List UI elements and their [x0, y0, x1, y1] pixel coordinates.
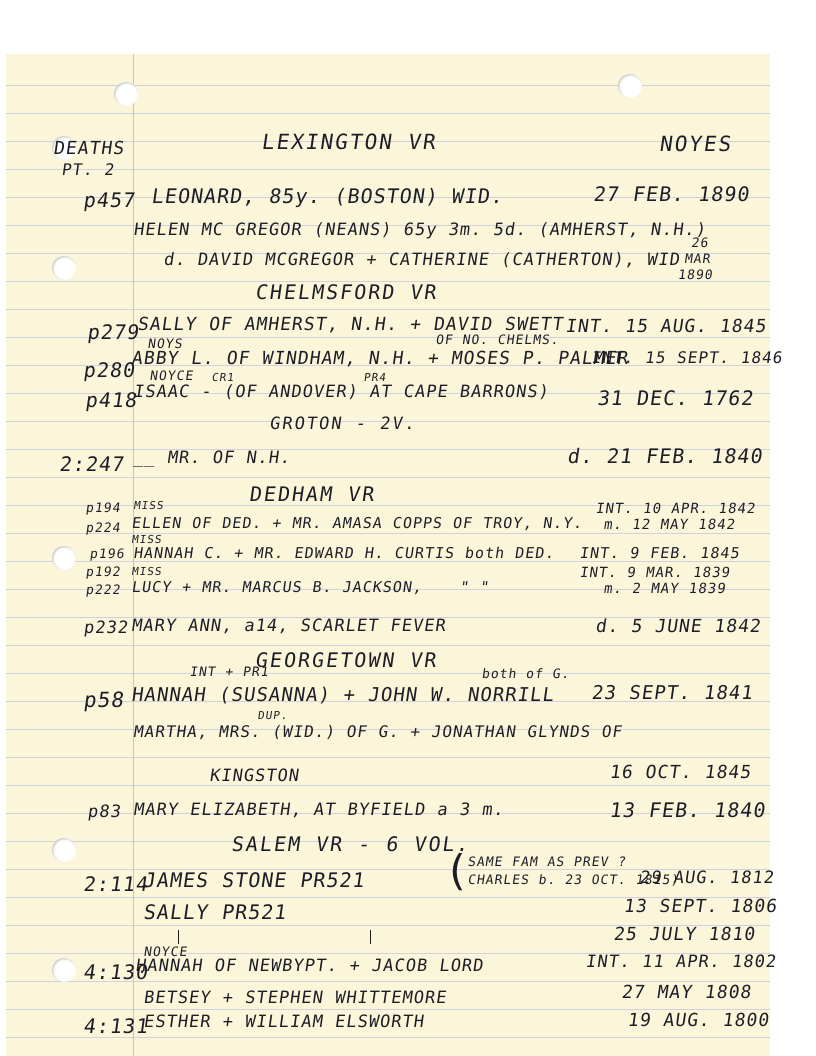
surname-label: NOYES — [658, 132, 735, 156]
entry-date: d. 5 JUNE 1842 — [594, 616, 764, 637]
source-heading: GROTON - 2V. — [268, 414, 419, 434]
entry-ref: 2:114 — [82, 872, 151, 896]
entry-date: INT. 9 FEB. 1845 — [578, 544, 742, 562]
entry-text: JAMES STONE PR521 — [142, 868, 368, 892]
entry-annotation: OF NO. CHELMS. — [434, 333, 561, 348]
bracket-open: ( — [444, 846, 471, 895]
entry-text: MARY ANN, a14, SCARLET FEVER — [130, 616, 449, 636]
entry-annotation: DUP. — [257, 709, 290, 722]
ditto-tick — [370, 930, 371, 944]
entry-text: HELEN MC GREGOR (NEANS) 65y 3m. 5d. (AMHERST, N.H.) — [132, 220, 709, 240]
entry-ref: p83 — [86, 802, 124, 822]
entry-text: ELLEN OF DED. + MR. AMASA COPPS OF TROY, N.Y. — [130, 514, 585, 532]
entry-annotation: MISS — [131, 565, 164, 578]
entry-annotation: INT + PR1 — [188, 665, 271, 680]
entry-ref: p194 — [84, 501, 123, 516]
entry-date: 13 SEPT. 1806 — [622, 896, 780, 917]
entry-annotation: both of G. — [480, 667, 572, 682]
entry-ref: 2:247 — [58, 452, 127, 476]
entry-ref: p58 — [82, 688, 127, 712]
entry-date: INT. 11 APR. 1802 — [584, 952, 779, 972]
entry-date: INT. 15 SEPT. 1846 — [590, 348, 785, 367]
entry-ref: p222 — [84, 583, 123, 598]
entry-text: KINGSTON — [208, 766, 302, 786]
punch-hole — [618, 74, 642, 98]
entry-date: 27 MAY 1808 — [620, 982, 754, 1003]
entry-ref: p418 — [84, 388, 140, 412]
entry-annotation: NOYS — [146, 337, 185, 352]
punch-hole — [114, 82, 138, 106]
entry-text: HANNAH C. + MR. EDWARD H. CURTIS both DED. — [132, 544, 557, 562]
entry-date: 27 FEB. 1890 — [592, 182, 753, 206]
entry-date: 13 FEB. 1840 — [608, 798, 769, 822]
punch-hole — [52, 958, 76, 982]
entry-date: 23 SEPT. 1841 — [590, 682, 756, 704]
entry-date: INT. 9 MAR. 1839 — [578, 565, 732, 581]
entry-ref: p224 — [84, 521, 123, 536]
entry-annotation: NOYCE — [148, 369, 196, 384]
entry-ref: p192 — [84, 565, 123, 580]
entry-annotation: PR4 — [363, 371, 388, 384]
entry-ref: p280 — [82, 358, 138, 382]
entry-annotation: NOYCE — [142, 945, 190, 960]
entry-text: ESTHER + WILLIAM ELSWORTH — [142, 1012, 427, 1032]
ditto-tick — [178, 930, 179, 944]
entry-text: d. DAVID MCGREGOR + CATHERINE (CATHERTON), WID — [162, 250, 683, 270]
source-heading: DEDHAM VR — [248, 482, 379, 506]
entry-text: SALLY PR521 — [142, 900, 290, 924]
punch-hole — [52, 256, 76, 280]
entry-date: 29 AUG. 1812 — [638, 868, 777, 888]
entry-date: INT. 10 APR. 1842 — [594, 501, 758, 517]
entry-text: LUCY + MR. MARCUS B. JACKSON, — [130, 578, 425, 596]
part-label: PT. 2 — [60, 160, 117, 179]
entry-annotation: MISS — [131, 533, 164, 546]
entry-date: 26 MAR 1890 — [677, 236, 715, 283]
page-title: LEXINGTON VR — [260, 130, 440, 154]
punch-hole — [52, 838, 76, 862]
entry-ref: p232 — [82, 618, 131, 638]
entry-text: BETSEY + STEPHEN WHITTEMORE — [142, 988, 449, 1008]
entry-ref: 4:131 — [82, 1014, 151, 1038]
source-heading: SALEM VR - 6 VOL. — [230, 832, 473, 856]
entry-date: 19 AUG. 1800 — [626, 1010, 772, 1031]
entry-ref: p279 — [86, 320, 142, 344]
entry-annotation: CR1 — [211, 371, 236, 384]
source-heading: CHELMSFORD VR — [254, 280, 441, 304]
entry-text: __ MR. OF N.H. — [132, 448, 293, 468]
entry-ref: 4:130 — [82, 960, 151, 984]
entry-text: ABBY L. OF WINDHAM, N.H. + MOSES P. PALMER — [130, 348, 631, 369]
entry-note: CHARLES b. 23 OCT. 1815) — [466, 873, 681, 888]
punch-hole — [52, 546, 76, 570]
entry-date: INT. 15 AUG. 1845 — [564, 316, 769, 337]
entry-text: MARTHA, MRS. (WID.) OF G. + JONATHAN GLYNDS OF — [132, 722, 625, 741]
entry-date: m. 2 MAY 1839 — [602, 581, 728, 597]
entry-date: 25 JULY 1810 — [612, 924, 758, 945]
entry-date: d. 21 FEB. 1840 — [566, 444, 766, 468]
entry-text: HANNAH OF NEWBYPT. + JACOB LORD — [134, 956, 486, 976]
entry-date: 16 OCT. 1845 — [608, 762, 754, 783]
entry-note: SAME FAM AS PREV ? — [466, 855, 628, 870]
ditto-marks: " " — [458, 578, 492, 596]
entry-text: HANNAH (SUSANNA) + JOHN W. NORRILL — [130, 684, 557, 706]
entry-date: m. 12 MAY 1842 — [602, 517, 738, 533]
entry-text: ISAAC - (OF ANDOVER) AT CAPE BARRONS) — [132, 382, 552, 402]
entry-ref: p196 — [88, 547, 127, 562]
entry-ref: p457 — [82, 188, 138, 212]
section-label: DEATHS — [52, 138, 127, 159]
entry-date: 31 DEC. 1762 — [596, 386, 757, 410]
entry-text: MARY ELIZABETH, AT BYFIELD a 3 m. — [132, 800, 507, 820]
entry-text: SALLY OF AMHERST, N.H. + DAVID SWETT — [136, 314, 566, 335]
source-heading: GEORGETOWN VR — [254, 648, 441, 672]
entry-annotation: MISS — [133, 499, 166, 512]
entry-text: LEONARD, 85y. (BOSTON) WID. — [150, 184, 506, 208]
